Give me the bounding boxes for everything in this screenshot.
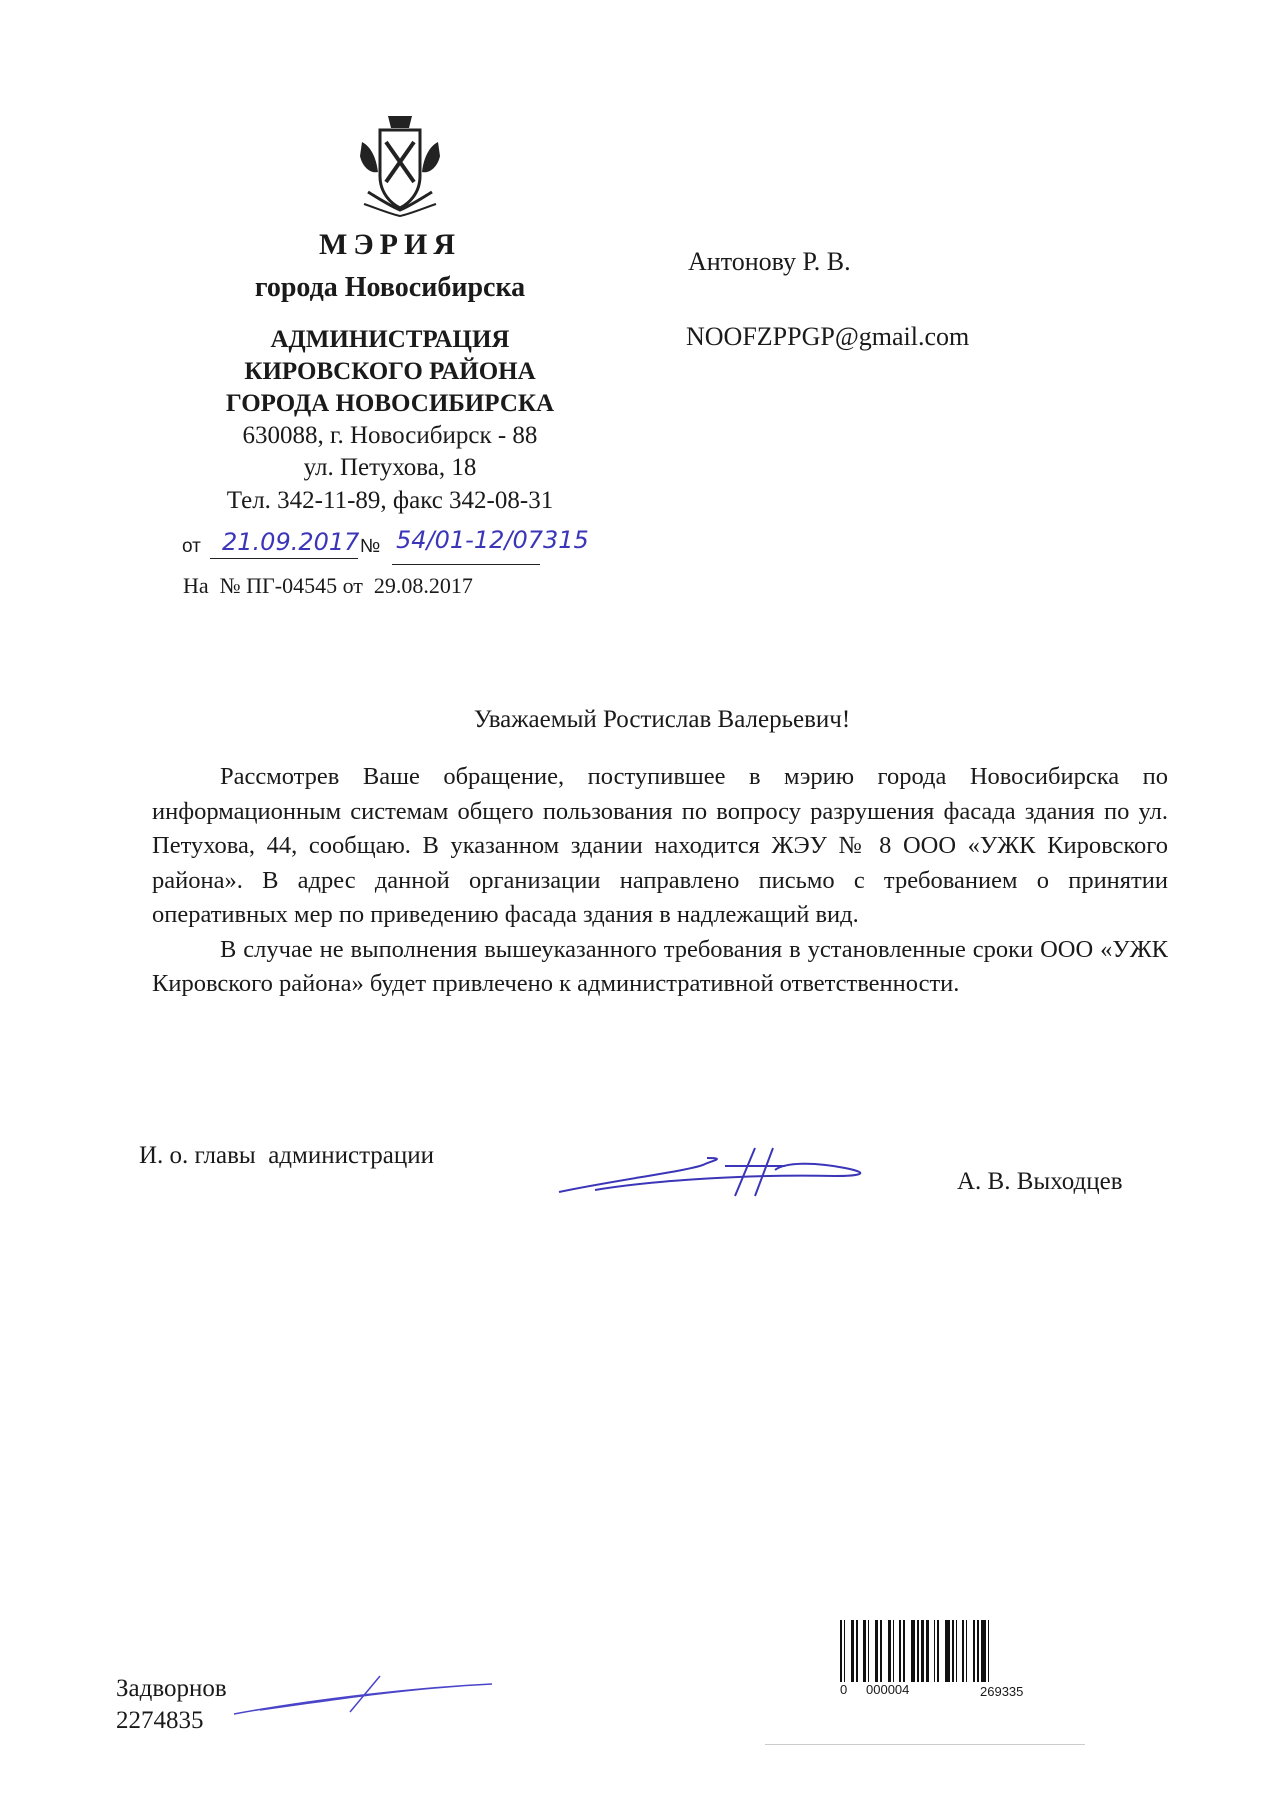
number-label: № (360, 536, 381, 557)
executor-name: Задворнов (116, 1675, 227, 1702)
barcode-digits-mid: 000004 (866, 1682, 910, 1697)
bottom-scan-line (765, 1744, 1085, 1745)
barcode-bars (840, 1620, 1050, 1682)
phone-line: Тел. 342-11-89, факс 342-08-31 (226, 487, 554, 514)
address-line-1: 630088, г. Новосибирск - 88 (242, 422, 538, 449)
signatory-position: И. о. главы администрации (139, 1142, 435, 1169)
executor-signature (230, 1670, 500, 1725)
org-city: города Новосибирска (254, 272, 526, 303)
recipient-name: Антонову Р. В. (688, 247, 851, 276)
coat-of-arms-emblem (352, 112, 448, 224)
outgoing-ref (182, 526, 652, 564)
barcode-digit-left: 0 (840, 1682, 848, 1697)
number-handwritten: 54/01-12/07315 (396, 526, 589, 554)
admin-line-3: ГОРОДА НОВОСИБИРСКА (225, 390, 555, 417)
date-handwritten: 21.09.2017 (222, 528, 360, 556)
greeting: Уважаемый Ростислав Валерьевич! (473, 706, 851, 733)
date-label: от (182, 536, 201, 557)
org-title: МЭРИЯ (319, 228, 461, 261)
recipient-email: NOOFZPPGP@gmail.com (686, 322, 970, 351)
paragraph-2: В случае не выполнения вышеуказанного требования в установленные сроки ООО «УЖК Кировского района» будет привлечено к административной ответственности. (152, 935, 1168, 997)
barcode-digits-right: 269335 (980, 1684, 1024, 1699)
document-barcode (840, 1620, 1050, 1698)
number-underline (392, 564, 540, 565)
admin-line-1: АДМИНИСТРАЦИЯ (270, 326, 510, 353)
paragraph-1: Рассмотрев Ваше обращение, поступившее в мэрию города Новосибирска по информационным системам общего пользования по вопросу разрушения фасада здания по ул. Петухова, 44, сообщаю. В указанном здании находится ЖЭУ № 8 ООО «УЖК Кировского района». В адрес данной организации направлено письмо с требованием о принятии оперативных мер по приведению фасада здания в надлежащий вид. (152, 763, 1168, 928)
admin-line-2: КИРОВСКОГО РАЙОНА (244, 358, 536, 385)
signatory-name: А. В. Выходцев (957, 1168, 1123, 1195)
address-line-2: ул. Петухова, 18 (303, 454, 477, 481)
reply-reference: На № ПГ-04545 от 29.08.2017 (183, 573, 473, 598)
date-underline (210, 558, 358, 559)
executor-phone: 2274835 (116, 1707, 204, 1734)
handwritten-signature (555, 1140, 895, 1205)
letter-body (152, 760, 1168, 1002)
